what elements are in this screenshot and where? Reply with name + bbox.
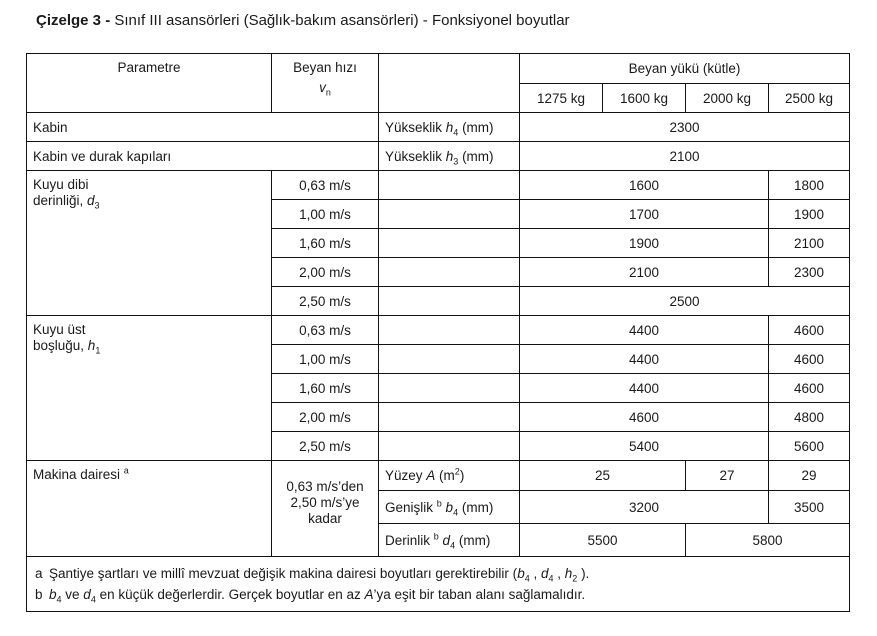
speed-cell: 1,00 m/s bbox=[272, 200, 379, 229]
value-cell: 4400 bbox=[520, 345, 769, 374]
empty-cell bbox=[379, 316, 520, 345]
table-row-kapilar bbox=[27, 142, 850, 171]
value-cell: 1900 bbox=[520, 229, 769, 258]
empty-cell bbox=[379, 287, 520, 316]
kabin-value: 2300 bbox=[520, 113, 850, 142]
load-2500: 2500 kg bbox=[769, 84, 850, 113]
footnotes bbox=[27, 557, 850, 612]
load-1275: 1275 kg bbox=[520, 84, 603, 113]
speed-cell: 1,00 m/s bbox=[272, 345, 379, 374]
header-parametre: Parametre bbox=[27, 54, 272, 113]
empty-cell bbox=[379, 229, 520, 258]
value-cell: 4600 bbox=[520, 403, 769, 432]
value-cell: 4600 bbox=[769, 345, 850, 374]
empty-cell bbox=[379, 432, 520, 461]
yuzey-dimension: Yüzey A $(m^2)$ bbox=[379, 461, 520, 491]
genislik-dimension: Genişlik $^b$ $b_4$ (mm) bbox=[379, 491, 520, 524]
speed-cell: 2,00 m/s bbox=[272, 403, 379, 432]
value-cell: 4600 bbox=[769, 316, 850, 345]
empty-cell bbox=[379, 200, 520, 229]
header-beyan-hizi-label: Beyan hızı bbox=[293, 60, 357, 75]
kuyu-dibi-label: Kuyu dibi derinliği, $d_3$ bbox=[27, 171, 272, 316]
kabin-label: Kabin bbox=[27, 113, 379, 142]
kapilar-dimension: Yükseklik $h_3$ (mm) bbox=[379, 142, 520, 171]
speed-cell: 0,63 m/s bbox=[272, 171, 379, 200]
value-cell: 4400 bbox=[520, 374, 769, 403]
kapilar-value: 2100 bbox=[520, 142, 850, 171]
table-row-kabin bbox=[27, 113, 850, 142]
kabin-dimension: Yükseklik $h_4$ (mm) bbox=[379, 113, 520, 142]
load-1600: 1600 kg bbox=[603, 84, 686, 113]
empty-cell bbox=[379, 171, 520, 200]
makina-speed: 0,63 m/s’den 2,50 m/s’ye kadar bbox=[272, 461, 379, 557]
speed-cell: 1,60 m/s bbox=[272, 229, 379, 258]
table-row bbox=[27, 171, 850, 200]
caption-number: Çizelge 3 - bbox=[36, 12, 111, 29]
footnotes-row bbox=[27, 557, 850, 612]
value-cell: 27 bbox=[686, 461, 769, 491]
empty-cell bbox=[379, 374, 520, 403]
value-cell: 2100 bbox=[520, 258, 769, 287]
table-row bbox=[27, 316, 850, 345]
speed-cell: 2,50 m/s bbox=[272, 287, 379, 316]
value-cell: 1700 bbox=[520, 200, 769, 229]
kuyu-ust-label: Kuyu üst boşluğu, $h_1$ bbox=[27, 316, 272, 461]
table-row bbox=[27, 461, 850, 491]
value-cell: 25 bbox=[520, 461, 686, 491]
value-cell: 4400 bbox=[520, 316, 769, 345]
value-cell: 1600 bbox=[520, 171, 769, 200]
value-cell: 5500 bbox=[520, 524, 686, 557]
value-cell: 2100 bbox=[769, 229, 850, 258]
value-cell: 1800 bbox=[769, 171, 850, 200]
speed-cell: 1,60 m/s bbox=[272, 374, 379, 403]
derinlik-dimension: Derinlik $^b$ $d_4$ (mm) bbox=[379, 524, 520, 557]
value-cell: 3200 bbox=[520, 491, 769, 524]
footnote-b: b $b_4$ ve $d_4$ en küçük değerlerdir. Gerçek boyutlar en az A’ya eşit bir taban alanı sağlamalıdır. bbox=[35, 587, 586, 605]
empty-cell bbox=[379, 345, 520, 374]
value-cell: 2300 bbox=[769, 258, 850, 287]
value-cell: 3500 bbox=[769, 491, 850, 524]
header-empty bbox=[379, 54, 520, 113]
header-beyan-hizi bbox=[272, 54, 379, 113]
value-cell: 5800 bbox=[686, 524, 850, 557]
load-2000: 2000 kg bbox=[686, 84, 769, 113]
functional-dimensions-table bbox=[26, 53, 850, 612]
speed-cell: 2,50 m/s bbox=[272, 432, 379, 461]
vn-symbol: v bbox=[319, 80, 326, 95]
vn-subscript: n bbox=[325, 87, 331, 98]
empty-cell bbox=[379, 258, 520, 287]
footnote-a: a Şantiye şartları ve millî mevzuat değişik makina dairesi boyutları gerektirebilir ($b_4$ , $d_4$ , $h_2$ ). bbox=[35, 566, 590, 584]
value-cell: 5400 bbox=[520, 432, 769, 461]
makina-label: Makina dairesi $^a$ bbox=[27, 461, 272, 557]
value-cell: 1900 bbox=[769, 200, 850, 229]
speed-cell: 2,00 m/s bbox=[272, 258, 379, 287]
speed-cell: 0,63 m/s bbox=[272, 316, 379, 345]
value-cell: 4800 bbox=[769, 403, 850, 432]
caption-text: Sınıf III asansörleri (Sağlık-bakım asansörleri) - Fonksiyonel boyutlar bbox=[110, 12, 570, 29]
empty-cell bbox=[379, 403, 520, 432]
table-caption bbox=[36, 12, 570, 29]
header-beyan-yuku: Beyan yükü (kütle) bbox=[520, 54, 850, 84]
value-cell: 2500 bbox=[520, 287, 850, 316]
kapilar-label: Kabin ve durak kapıları bbox=[27, 142, 379, 171]
value-cell: 29 bbox=[769, 461, 850, 491]
value-cell: 4600 bbox=[769, 374, 850, 403]
value-cell: 5600 bbox=[769, 432, 850, 461]
